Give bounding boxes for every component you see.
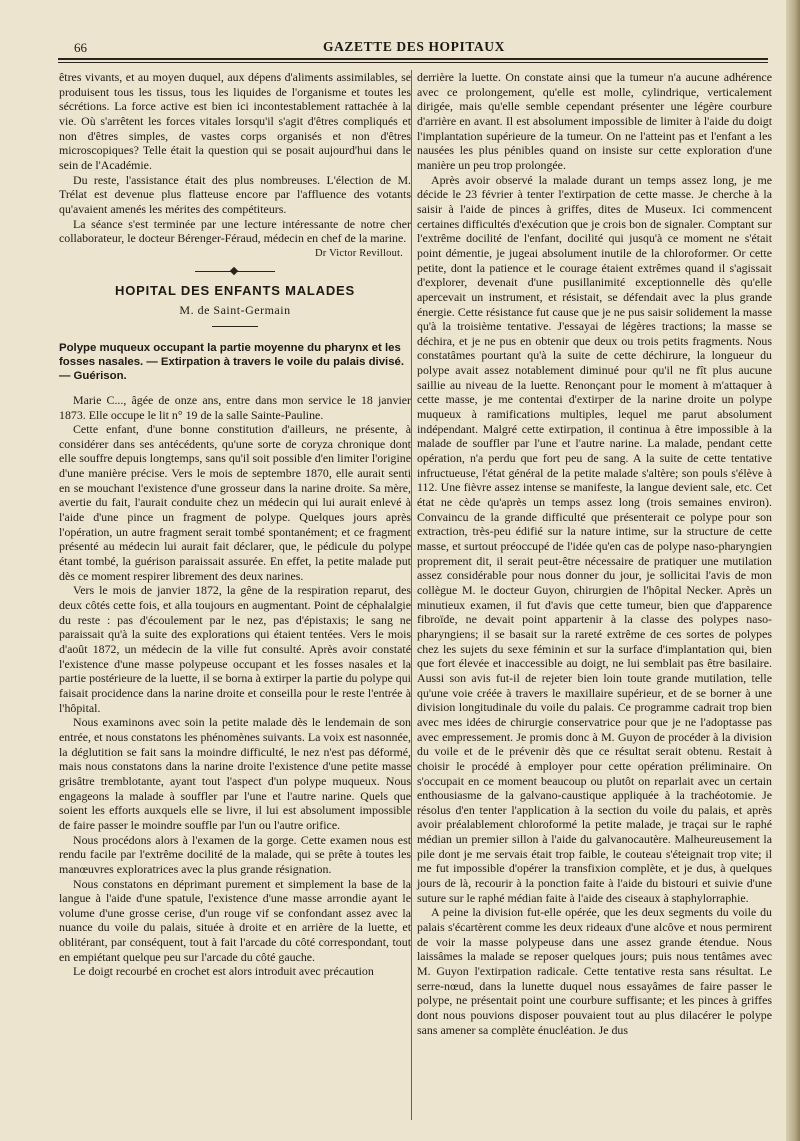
case-paragraph: Vers le mois de janvier 1872, la gêne de la respiration reparut, des deux côtés cette fois, et alla toujours en augmentant. Point de céphalalgie du reste : pas d'écoulement par le nez, pas d'épistaxis; le sang ne paraissait qu'à la suite des explorations qui étaient tentées. Vers le mois d'août 1872, un médecin de la ville fut consulté. Après avoir constaté l'existence d'une masse polypeuse occupant et les fosses nasales et la partie postérieure de la luette, il se borna à extirper la partie du polype qui faisait procidence dans la narine droite et conseilla pour le reste l'entrée à l'hôpital. (59, 583, 411, 715)
case-paragraph: derrière la luette. On constate ainsi que la tumeur n'a aucune adhérence avec ce prolongement, qu'elle est molle, cylindrique, verticalement dirigée, mais qu'elle semble cependant présenter une légère courbure d'arrière en avant. Il est absolument impossible de limiter à l'aide du doigt l'implantation supérieure de la tumeur. On ne l'atteint pas et l'enfant a les nausées les plus pénibles quand on insiste sur cette exploration d'une manière un peu trop prolongée. (417, 70, 772, 172)
case-title: Polype muqueux occupant la partie moyenne du pharynx et les fosses nasales. — Extirpation à travers le voile du palais divisé. — Guérison. (59, 341, 405, 382)
case-paragraph: Marie C..., âgée de onze ans, entre dans mon service le 18 janvier 1873. Elle occupe le lit n° 19 de la salle Sainte-Pauline. (59, 392, 411, 422)
case-paragraph: Nous procédons alors à l'examen de la gorge. Cette examen nous est rendu facile par l'extrême docilité de la malade, qui se prête à toutes les manœuvres exploratrices avec la plus grande résignation. (59, 832, 411, 876)
author-signature: Dr Victor Revillout. (314, 247, 403, 259)
case-paragraph: Le doigt recourbé en crochet est alors introduit avec précaution (73, 964, 374, 979)
header-rule-thick (58, 58, 768, 60)
case-paragraph: Cette enfant, d'une bonne constitution d'ailleurs, ne présente, à considérer dans ses antécédents, qu'une sorte de coryza chronique dont elle souffre depuis longtemps, sans qu'il soit possible d'en limiter l'origine d'une manière précise. Vers le mois de septembre 1870, elle aurait senti en se mouchant l'existence d'une grosseur dans la narine droite. Sa mère, avertie du fait, l'aurait conduite chez un médecin qui lui aurait enlevé à l'aide d'une pince un fragment de polype. Quelques jours après l'opération, un autre fragment serait tombé spontanément; et ce fragment présenté au médecin lui aurait fait déclarer, que, le pédicule du polype étant tombé, la guérison paraissait assurée. En effet, la petite malade put dès ce moment respirer librement des deux narines. (59, 422, 411, 583)
intro-paragraph: Du reste, l'assistance était des plus nombreuses. L'élection de M. Trélat est devenue plus flatteuse encore par l'affluence des votants qu'avaient amenés les mérites des compétiteurs. (59, 172, 411, 216)
intro-paragraph: La séance s'est terminée par une lecture intéressante de notre cher collaborateur, le docteur Bérenger-Féraud, médecin en chef de la marine. (59, 216, 411, 246)
case-paragraph: Après avoir observé la malade durant un temps assez long, je me décide le 23 février à tenter l'extirpation de cette masse. Je cherche à la saisir à l'aide de pinces à griffes, dites de Museux. Ici commencent certaines difficultés d'exécution que je crois bon de signaler. Comptant sur l'extrême docilité de l'enfant, docilité qui jusqu'à ce moment ne s'était point démentie, je jugeai absolument inutile de la chloroformer. Or cette petite, dont la patience et le courage étaient extrêmes quand il s'agissait d'explorer, devenait d'une pusillanimité exceptionnelle dès qu'elle apercevait un instrument, et résistait, se défendait avec la plus grande énergie. Cette résistance fut cause que je ne pus saisir solidement la masse qu'à la troisième tentative. J'essayai de légères tractions; la masse se déchira, et je ne pus en obtenir que deux ou trois petits fragments. Nous constatâmes pourtant qu'à la suite de cette déchirure, la longueur du polype avait assez notablement diminué pour qu'il ne fît plus aucune saillie au niveau de la luette. Renonçant pour le moment à m'attaquer à cette masse, je me contentai d'extirper de la narine droite un polype muqueux à ramifications multiples, lequel me parut absolument indépendant. Malgré cette extirpation, il continua à être impossible à la malade de souffler par l'une et l'autre narine. La malade, pendant cette opération, n'a perdu que fort peu de sang. A la suite de cette tentative infructueuse, l'état général de la petite malade s'altère; son pouls s'élève à 112. Une fièvre assez intense se manifeste, la langue devient sale, etc. Cet état ne cède qu'après un temps assez long (trois semaines environ). Convaincu de la grande difficulté que présenterait ce polype pour son extraction, très-peu édifié sur la nature intime, sur la structure de cette masse, et surtout préoccupé de l'idée qu'en cas de polype naso-pharyngien proprement dit, il serait peut-être nécessaire de pratiquer une mutilation assez considérable pour nous donner du jour, je sollicitai l'avis de mon collègue M. le docteur Guyon, chirurgien de l'hôpital Necker. Après un minutieux examen, il fut d'avis que cette tumeur, bien que d'apparence fibroïde, ne devait point appartenir à la classe des polypes naso-pharyngiens; il se basait sur la rareté extrême de ces sortes de polypes chez les sujets du sexe féminin et sur la surface d'implantation qui, bien que fort élevée et inaccessible au doigt, ne lui semblait pas être basilaire. Aussi son avis fut-il de rejeter bien loin toute grande mutilation, telle qu'une voie créée à travers le maxillaire supérieur, et de se borner à une division longitudinale du voile du palais. Ce programme cadrait trop bien avec mes idées de chirurgie conservatrice pour que je ne l'adoptasse pas avec empressement. Je promis donc à M. Guyon de procéder à la division du voile et de le prévenir dès que ce résultat serait obtenu. Restait à choisir le procédé à employer pour cette opération préliminaire. On s'occupait en ce moment beaucoup ou plutôt on reparlait avec un certain enthousiasme de la galvano-caustique appliquée à la trachéotomie. Je résolus d'en tenter l'application à la section du voile du palais, et après avoir préalablement chloroformé la petite malade, je traçai sur le raphé médian un premier sillon à l'aide du galvanocautère. Malheureusement la pile dont je me servais était trop faible, le couteau s'éteignait trop vite; il me fut impossible d'opérer la transfixion complète, et je dus, à quelques jours de là, recourir à la ponction faite à l'aide du bistouri et suivie d'une suture sur le raphé médian faite à l'aide des ciseaux à staphylorraphie. (417, 172, 772, 905)
case-paragraph: A peine la division fut-elle opérée, que les deux segments du voile du palais s'écartèrent comme les deux rideaux d'une alcôve et nous permirent de voir la masse polypeuse dans une assez grande étendue. Nous laissâmes la malade se reposer quelques jours; puis nous tentâmes avec M. Guyon l'extirpation radicale. Cette tentative resta sans résultat. Le serre-nœud, dans la lunette duquel nous essayâmes de faire passer le polype, ne présentait point une courbure suffisante; et les pinces à griffes dont nous pouvions disposer pouvaient tout au plus dilacérer le polype sans amener sa complète énucléation. Je dus (417, 905, 772, 1037)
page-header (58, 36, 770, 58)
left-column (59, 70, 411, 979)
intro-paragraph: êtres vivants, et au moyen duquel, aux dépens d'aliments assimilables, se produisent tous les tissus, tous les liquides de l'organisme et toutes les sécrétions. La force active est bien ici incontestablement rattachée à la vie. Où s'arrêtent les forces vitales lorsqu'il s'agit d'êtres compliqués et non d'êtres simples, de vastes corps organisés et non d'êtres microscopiques? Telle était la question qui se posait aujourd'hui dans le sein de l'Académie. (59, 70, 411, 172)
case-paragraph: Nous constatons en déprimant purement et simplement la base de la langue à l'aide d'une spatule, l'existence d'une masse arrondie ayant le volume d'une grosse cerise, d'un rouge vif se confondant assez avec la nuance du voile du palais, située à droite et en arrière de la luette, et oblitérant, par conséquent, tout à fait l'arcade du côté correspondant, tout en empiétant quelque peu sur l'arcade du côté gauche. (59, 876, 411, 964)
short-rule (212, 326, 258, 327)
header-rule-thin (58, 62, 768, 63)
section-author: M. de Saint-Germain (179, 303, 291, 318)
page-binding-edge (786, 0, 800, 1141)
section-title: HOPITAL DES ENFANTS MALADES (115, 282, 355, 298)
running-title: GAZETTE DES HOPITAUX (322, 39, 506, 54)
diamond-ornament-icon (230, 266, 238, 274)
column-divider (411, 70, 412, 1120)
page-number: 66 (74, 40, 87, 55)
case-paragraph: Nous examinons avec soin la petite malade dès le lendemain de son entrée, et nous constatons les phénomènes suivants. La voix est nasonnée, la déglutition se fait sans la moindre difficulté, le nez n'est pas déformé, mais nous constatons dans la narine droite l'existence d'une petite masse grisâtre tremblotante, ayant tout l'aspect d'un polype muqueux. Nous engageons la malade à souffler par l'une et l'autre narine. Quels que soient les efforts auxquels elle se livre, il lui est absolument impossible de faire passer le moindre souffle par l'un ou l'autre orifice. (59, 715, 411, 832)
ornamental-separator (195, 268, 275, 274)
right-column (417, 70, 772, 1037)
